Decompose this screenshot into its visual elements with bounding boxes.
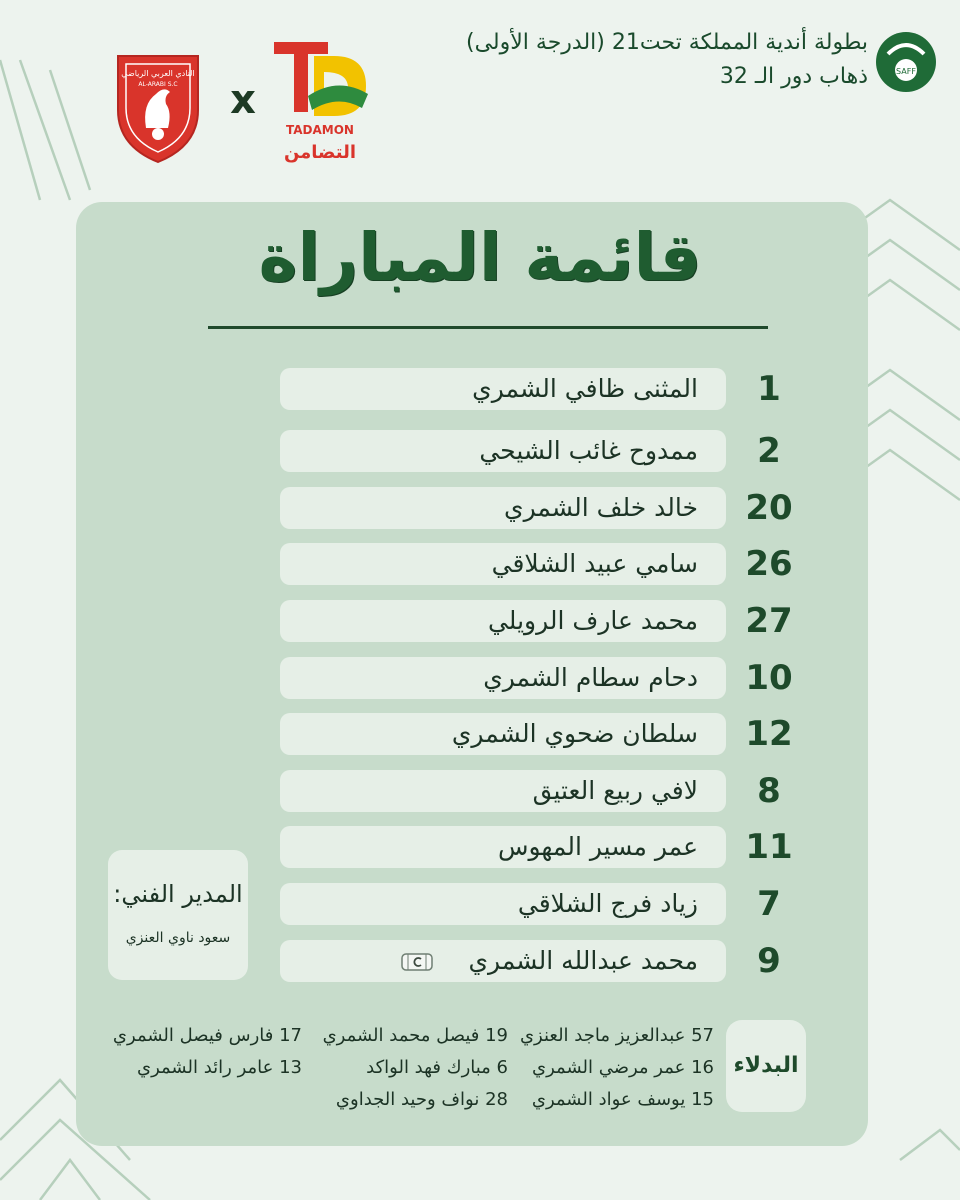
- player-name: المثنى ظافي الشمري: [280, 368, 726, 410]
- player-row: [280, 543, 808, 585]
- competition-title: بطولة أندية المملكة تحت21 (الدرجة الأولى): [466, 30, 868, 55]
- player-row: [280, 940, 808, 982]
- player-number: 20: [745, 488, 793, 528]
- substitute-item: 28 نواف وحيد الجداوي: [335, 1089, 508, 1110]
- federation-logo-text: SAFF: [896, 67, 916, 76]
- player-name: خالد خلف الشمري: [280, 487, 726, 529]
- player-row: [280, 430, 808, 472]
- versus-mark: x: [230, 77, 256, 123]
- player-number: 26: [745, 544, 793, 584]
- tadamon-logo-text: TADAMON: [286, 123, 354, 137]
- page-title: قائمة المباراة: [258, 219, 702, 296]
- substitutes-badge: البدلاء: [726, 1020, 806, 1112]
- player-number: 1: [757, 369, 781, 409]
- player-name: سامي عبيد الشلاقي: [280, 543, 726, 585]
- player-number: 7: [757, 884, 781, 924]
- player-number: 10: [745, 658, 793, 698]
- alarabi-logo: [112, 50, 204, 166]
- player-number: 12: [745, 714, 793, 754]
- player-row: [280, 600, 808, 642]
- coach-card: [108, 850, 248, 980]
- player-row: [280, 368, 808, 410]
- player-row: [280, 713, 808, 755]
- player-number: 11: [745, 827, 793, 867]
- alarabi-logo-arabic: النادي العربي الرياضي: [121, 69, 195, 78]
- player-row: [280, 883, 808, 925]
- player-name: محمد عبدالله الشمري: [280, 940, 726, 982]
- player-row: [280, 770, 808, 812]
- player-row: [280, 657, 808, 699]
- player-name: سلطان ضحوي الشمري: [280, 713, 726, 755]
- match-info: [428, 26, 868, 94]
- coach-name: سعود ناوي العنزي: [125, 930, 231, 946]
- round-label: ذهاب دور الـ 32: [719, 64, 868, 89]
- player-name: عمر مسير المهوس: [280, 826, 726, 868]
- captain-armband-icon: [400, 950, 434, 974]
- substitute-item: 17 فارس فيصل الشمري: [112, 1025, 302, 1046]
- tadamon-logo-arabic: التضامن: [283, 142, 357, 163]
- player-number: 27: [745, 601, 793, 641]
- player-name: دحام سطام الشمري: [280, 657, 726, 699]
- player-name: ممدوح غائب الشيحي: [280, 430, 726, 472]
- alarabi-logo-text: AL-ARABI S.C: [138, 81, 178, 88]
- substitute-item: 57 عبدالعزيز ماجد العنزي: [519, 1025, 714, 1046]
- substitute-item: 19 فيصل محمد الشمري: [322, 1025, 508, 1046]
- substitute-item: 15 يوسف عواد الشمري: [531, 1089, 714, 1110]
- substitute-item: 13 عامر رائد الشمري: [137, 1057, 302, 1078]
- player-name: زياد فرج الشلاقي: [280, 883, 726, 925]
- player-number: 2: [757, 431, 781, 471]
- player-row: [280, 487, 808, 529]
- title-divider: [208, 326, 768, 329]
- player-row: [280, 826, 808, 868]
- player-name: محمد عارف الرويلي: [280, 600, 726, 642]
- player-name: لافي ربيع العتيق: [280, 770, 726, 812]
- coach-label: المدير الفني:: [113, 880, 243, 908]
- tadamon-logo: [268, 36, 372, 166]
- player-number: 8: [757, 771, 781, 811]
- substitute-item: 16 عمر مرضي الشمري: [532, 1057, 714, 1078]
- federation-logo: [874, 30, 938, 94]
- player-number: 9: [757, 941, 781, 981]
- substitute-item: 6 مبارك فهد الواكد: [366, 1057, 508, 1078]
